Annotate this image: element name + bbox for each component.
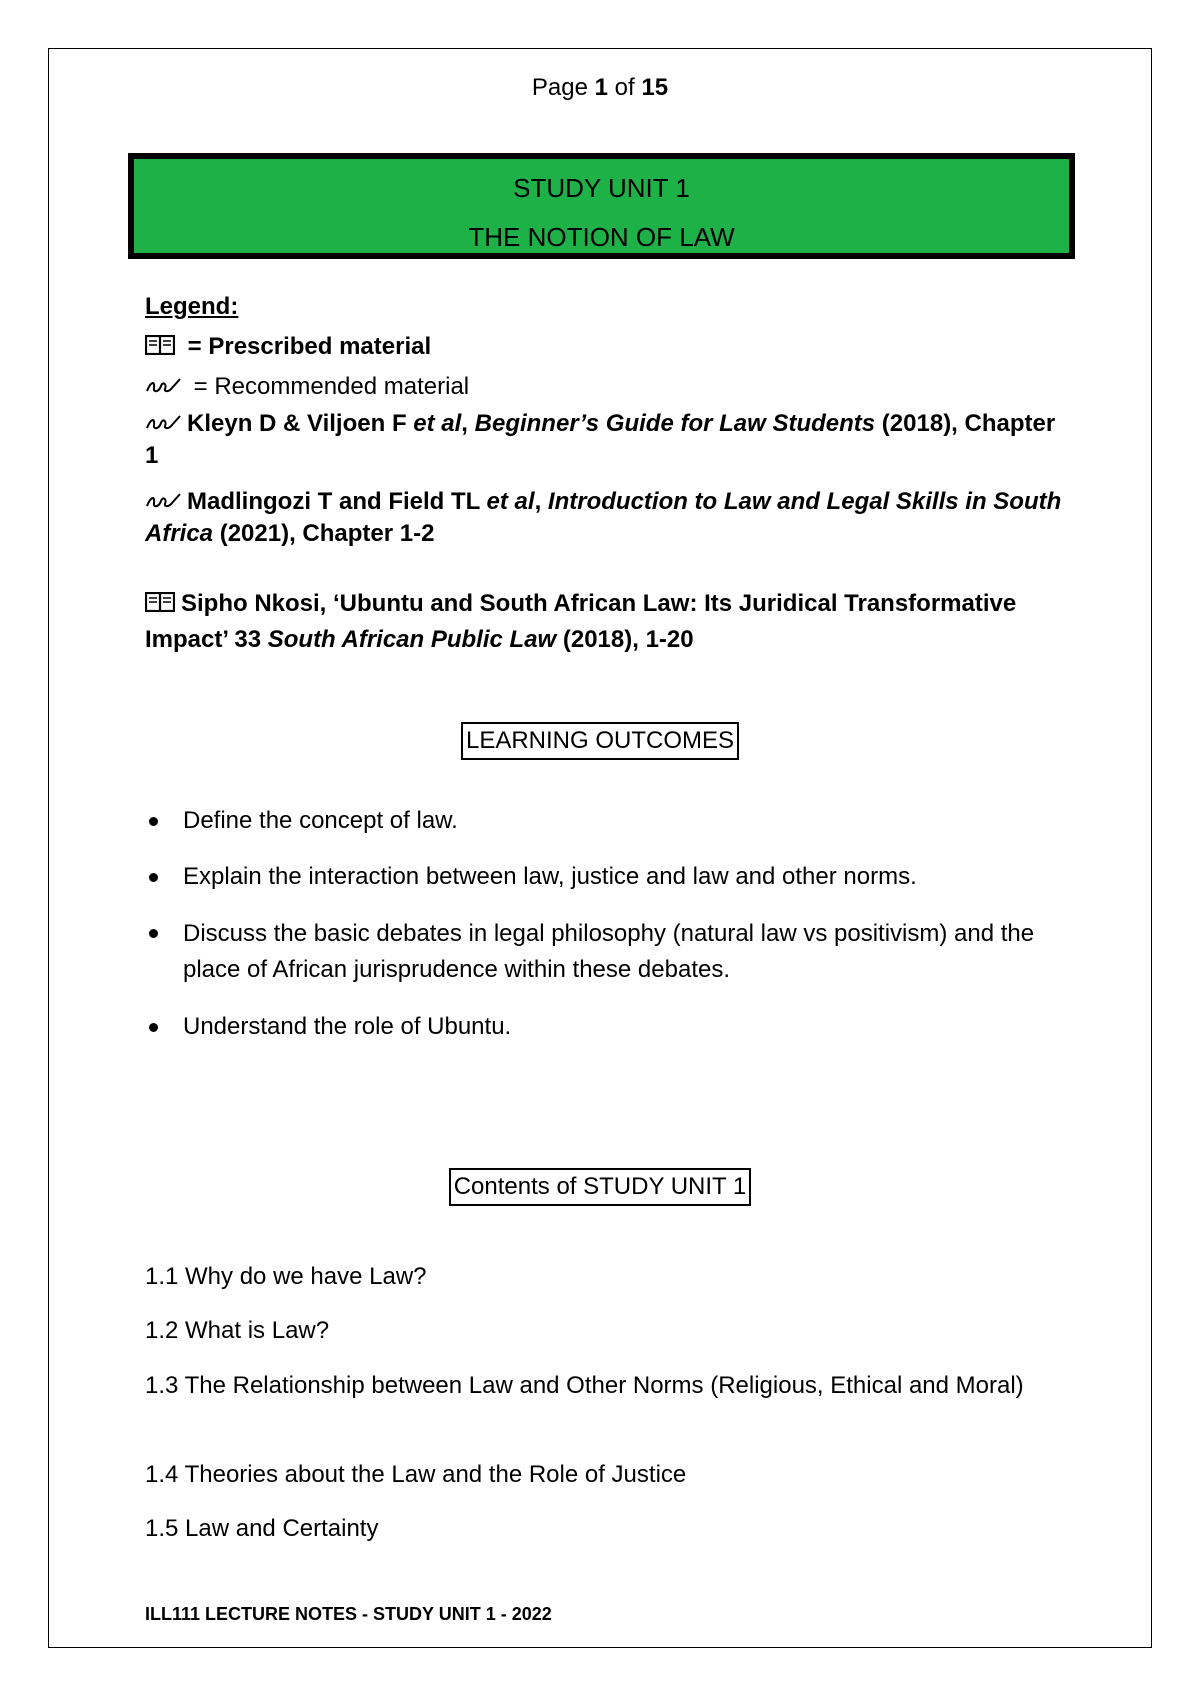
list-item: Explain the interaction between law, justice and law and other norms. bbox=[145, 860, 1065, 894]
writing-hand-icon bbox=[145, 491, 183, 511]
learning-outcomes-list bbox=[145, 804, 1065, 1044]
open-book-icon bbox=[145, 335, 175, 355]
study-unit-title-box bbox=[128, 153, 1075, 259]
list-item: Discuss the basic debates in legal philosophy (natural law vs positivism) and the place of African jurisprudence within these debates. bbox=[145, 916, 1065, 988]
legend-prescribed-label: = Prescribed material bbox=[181, 333, 432, 360]
reference-kleyn-viljoen: Kleyn D & Viljoen F et al, Beginner’s Guide for Law Students (2018), Chapter 1 bbox=[145, 410, 1056, 469]
toc-item: 1.5 Law and Certainty bbox=[145, 1515, 379, 1542]
writing-hand-icon bbox=[145, 413, 183, 433]
learning-outcomes-heading: LEARNING OUTCOMES bbox=[0, 722, 1200, 760]
reference-nkosi: Sipho Nkosi, ‘Ubuntu and South African Law: Its Juridical Transformative Impact’ 33 South African Public Law (2018), 1-20 bbox=[145, 590, 1017, 653]
open-book-icon bbox=[145, 592, 175, 612]
list-item: Understand the role of Ubuntu. bbox=[145, 1010, 1065, 1044]
toc-item: 1.4 Theories about the Law and the Role of Justice bbox=[145, 1461, 687, 1488]
contents-heading: Contents of STUDY UNIT 1 bbox=[0, 1168, 1200, 1206]
writing-hand-icon bbox=[145, 376, 183, 396]
toc-item: 1.2 What is Law? bbox=[145, 1317, 330, 1344]
reference-madlingozi-field: Madlingozi T and Field TL et al, Introduction to Law and Legal Skills in South Africa (2021), Chapter 1-2 bbox=[145, 488, 1062, 547]
toc-item: 1.1 Why do we have Law? bbox=[145, 1263, 427, 1290]
study-unit-number: STUDY UNIT 1 bbox=[513, 173, 690, 203]
page-number: Page 1 of 15 bbox=[531, 74, 669, 101]
legend-heading: Legend: bbox=[145, 293, 239, 320]
legend-recommended-label: = Recommended material bbox=[187, 373, 470, 400]
legend-prescribed bbox=[145, 330, 1065, 364]
list-item: Define the concept of law. bbox=[145, 804, 1065, 838]
study-unit-title: THE NOTION OF LAW bbox=[468, 222, 735, 252]
legend-recommended bbox=[145, 370, 1065, 404]
toc-item: 1.3 The Relationship between Law and Other Norms (Religious, Ethical and Moral) bbox=[145, 1372, 1024, 1399]
page-footer: ILL111 LECTURE NOTES - STUDY UNIT 1 - 2022 bbox=[145, 1604, 552, 1624]
